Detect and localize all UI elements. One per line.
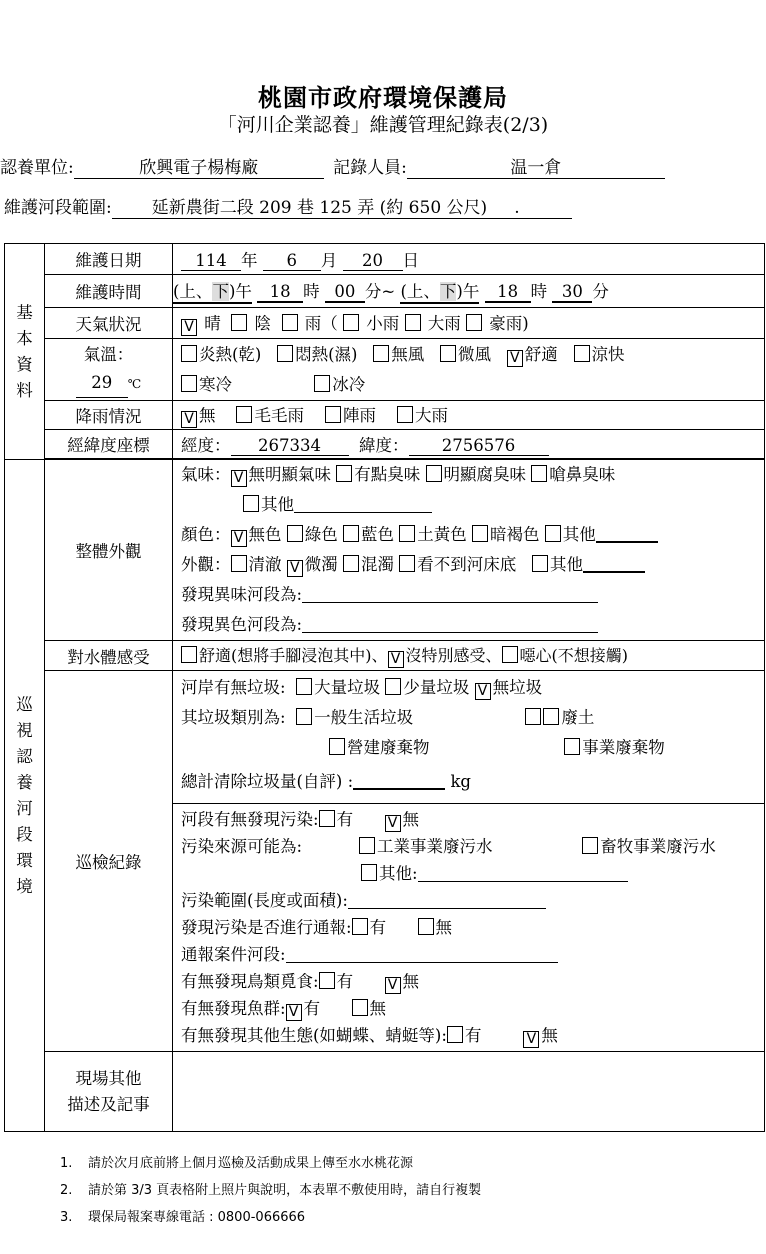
smell-rotten: 明顯腐臭味 (443, 465, 526, 484)
garbage-none-checkbox[interactable]: V (475, 683, 491, 700)
bird-question: 有無發現鳥類覓食: (181, 972, 319, 991)
temp-row-1 (181, 340, 764, 370)
source-other-checkbox[interactable] (361, 864, 377, 881)
weather-rain: 雨（ (304, 314, 338, 333)
range-value (112, 193, 572, 219)
temp-cold-checkbox[interactable] (181, 375, 197, 392)
eco-row (181, 1022, 764, 1049)
temp-hot: 炎熱(乾) (199, 344, 262, 364)
smell-other: 其他 (261, 495, 294, 514)
coord-cell (173, 430, 765, 459)
color-yellow-checkbox[interactable] (399, 525, 415, 542)
source-livestock: 畜牧事業廢污水 (600, 837, 716, 856)
rain-shower-checkbox[interactable] (325, 406, 341, 423)
temp-label-cell (45, 339, 173, 401)
garbage-much: 大量垃圾 (314, 678, 381, 697)
remarks-label-text: 現場其他 描述及記事 (67, 1068, 150, 1114)
look-slight-turbid: 微濁 (304, 555, 338, 574)
weather-heavy-rain-checkbox[interactable] (405, 314, 421, 331)
feeling-neutral-checkbox[interactable]: V (388, 651, 404, 668)
look-no-bed-checkbox[interactable] (399, 555, 415, 572)
end-hour-unit: 時 (530, 282, 548, 301)
garbage-row (181, 673, 764, 703)
footnote-text: 環保局報案專線電話 : 0800-066666 (88, 1210, 306, 1225)
pollution-yes-checkbox[interactable] (319, 810, 335, 827)
garbage-question: 河岸有無垃圾: (181, 678, 286, 697)
adopter-row (0, 153, 665, 179)
notify-no: 無 (435, 918, 453, 937)
min-unit: 分~ (364, 282, 396, 301)
pollution-yes: 有 (336, 810, 354, 829)
color-green: 綠色 (304, 525, 338, 544)
feeling-comfort: 舒適(想將手腳浸泡其中)、 (199, 646, 388, 665)
scope-row (181, 887, 764, 914)
temp-cold: 寒冷 (199, 374, 232, 394)
look-no-bed: 看不到河床底 (417, 555, 517, 574)
smell-slight: 有點臭味 (354, 465, 421, 484)
time-end-ampm[interactable]: (上、下)午 (400, 278, 479, 304)
temp-comfortable-checkbox[interactable]: V (507, 350, 523, 367)
fish-yes-checkbox[interactable]: V (286, 1004, 302, 1021)
color-none: 無色 (248, 525, 282, 544)
garbage-type-question: 其垃圾類別為: (181, 708, 286, 727)
color-green-checkbox[interactable] (287, 525, 303, 542)
notify-case-row (181, 941, 764, 968)
feeling-disgust-checkbox[interactable] (502, 646, 518, 663)
footnote-2 (60, 1177, 481, 1204)
source-row (181, 833, 764, 860)
footnote-3 (60, 1204, 481, 1231)
rain-heavy: 大雨 (414, 406, 448, 425)
garbage-type-row-2 (181, 733, 764, 763)
remarks-label (45, 1052, 173, 1132)
fish-row (181, 995, 764, 1022)
inspection-label: 巡檢紀錄 (45, 671, 173, 1052)
temp-options-cell (173, 339, 765, 401)
odd-smell-row (181, 580, 764, 610)
color-other-checkbox[interactable] (545, 525, 561, 542)
time-start-ampm[interactable]: (上、下)午 (173, 278, 252, 304)
temp-breeze: 微風 (458, 344, 491, 364)
bird-yes: 有 (336, 972, 354, 991)
section-patrol-label: 巡 視 認 養 河 段 環 境 (16, 694, 33, 896)
date-day[interactable]: 20 (343, 251, 403, 271)
source-livestock-checkbox[interactable] (582, 837, 598, 854)
temp-humid-checkbox[interactable] (277, 345, 293, 362)
feeling-disgust: 噁心(不想接觸) (519, 646, 629, 665)
temp-hot-checkbox[interactable] (181, 345, 197, 362)
type-business-checkbox[interactable] (564, 738, 580, 755)
weather-label: 天氣狀況 (45, 308, 173, 339)
rain-heavy-checkbox[interactable] (397, 406, 413, 423)
look-turbid-checkbox[interactable] (343, 555, 359, 572)
notify-question: 發現污染是否進行通報: (181, 918, 352, 937)
type-soil-checkbox-a[interactable] (525, 708, 541, 725)
lon-label: 經度： (181, 436, 231, 455)
rain-none: 無 (199, 406, 216, 425)
temp-value[interactable]: 29 (76, 369, 128, 398)
garbage-block (173, 671, 764, 804)
color-none-checkbox[interactable]: V (231, 530, 247, 547)
type-soil: 廢土 (561, 708, 595, 727)
weather-heavy-rain: 大雨 (427, 314, 461, 333)
color-yellow: 土黃色 (417, 525, 467, 544)
odd-color-blank[interactable] (302, 632, 598, 633)
fish-no-checkbox[interactable] (352, 999, 368, 1016)
pollution-no-checkbox[interactable]: V (385, 815, 401, 832)
pollution-row (181, 806, 764, 833)
color-label: 顏色： (181, 525, 231, 544)
year-unit: 年 (241, 251, 258, 270)
source-other-blank[interactable] (418, 881, 628, 882)
type-construction: 營建廢棄物 (347, 738, 430, 757)
section-basic-label: 基 本 資 料 (16, 302, 33, 400)
look-other-checkbox[interactable] (532, 555, 548, 572)
color-brown: 暗褐色 (490, 525, 540, 544)
look-turbid: 混濁 (361, 555, 394, 574)
temp-unit: ℃ (127, 377, 142, 391)
smell-label: 氣味： (181, 465, 231, 484)
footnote-text: 請於次月底前將上個月巡檢及活動成果上傳至水水桃花源 (88, 1156, 414, 1171)
color-other: 其他 (562, 525, 596, 544)
temp-value-row (45, 369, 172, 398)
bird-yes-checkbox[interactable] (319, 972, 335, 989)
section-basic (5, 244, 45, 460)
coord-label: 經緯度座標 (45, 430, 173, 459)
notify-no-checkbox[interactable] (418, 918, 434, 935)
temp-no-wind: 無風 (391, 344, 425, 364)
scope-blank[interactable] (348, 908, 546, 909)
recorder-label: 記錄人員: (333, 158, 407, 178)
type-household-checkbox[interactable] (296, 708, 312, 725)
eco-yes-checkbox[interactable] (447, 1026, 463, 1043)
smell-pungent: 嗆鼻臭味 (549, 465, 616, 484)
eco-no-checkbox[interactable]: V (523, 1031, 539, 1048)
document-title: 桃園市政府環境保護局 (258, 83, 508, 112)
scope-label: 污染範圍(長度或面積): (181, 891, 348, 910)
garbage-little: 少量垃圾 (403, 678, 470, 697)
weather-sunny-checkbox[interactable]: V (181, 319, 197, 336)
smell-none-checkbox[interactable]: V (231, 470, 247, 487)
adopter-label: 認養單位: (0, 158, 74, 178)
temp-breeze-checkbox[interactable] (440, 345, 456, 362)
type-construction-checkbox[interactable] (329, 738, 345, 755)
notify-yes: 有 (369, 918, 387, 937)
odd-smell-label: 發現異味河段為: (181, 585, 303, 604)
bird-no-checkbox[interactable]: V (385, 977, 401, 994)
rain-drizzle: 毛毛雨 (254, 406, 304, 425)
date-cell (173, 244, 765, 275)
footnote-text: 請於第 3/3 頁表格附上照片與說明，本表單不敷使用時，請自行複製 (88, 1183, 482, 1198)
type-household: 一般生活垃圾 (314, 708, 414, 727)
pollution-no: 無 (402, 810, 420, 829)
adopter-value: 欣興電子楊梅廠 (74, 153, 324, 179)
time-end-hour[interactable]: 18 (485, 282, 531, 303)
smell-other-checkbox[interactable] (243, 495, 259, 512)
pollution-question: 河段有無發現污染: (181, 810, 319, 829)
source-question: 污染來源可能為: (181, 837, 303, 856)
eco-no: 無 (541, 1026, 558, 1045)
smell-other-row (181, 490, 764, 520)
weather-cell (173, 308, 765, 339)
notify-case-blank[interactable] (286, 962, 558, 963)
color-blue-checkbox[interactable] (343, 525, 359, 542)
odd-color-label: 發現異色河段為: (181, 615, 303, 634)
overall-cell (173, 460, 765, 641)
fish-no: 無 (369, 999, 387, 1018)
time-start-hour[interactable]: 18 (257, 282, 303, 303)
eco-yes: 有 (464, 1026, 482, 1045)
source-other-row (181, 860, 764, 887)
inspection-cell (173, 671, 765, 1052)
smell-slight-checkbox[interactable] (336, 465, 352, 482)
section-patrol (5, 460, 45, 1132)
fish-question: 有無發現魚群: (181, 999, 286, 1018)
eco-question: 有無發現其他生態(如蝴蝶、蜻蜓等): (181, 1026, 447, 1045)
rain-none-checkbox[interactable]: V (181, 411, 197, 428)
temp-row-2 (181, 370, 764, 400)
recorder-value: 温一倉 (407, 153, 665, 179)
weather-torrential: 豪雨) (489, 314, 529, 333)
total-label: 總計清除垃圾量(自評) : (181, 772, 354, 791)
hour-unit: 時 (303, 282, 320, 301)
pollution-block (173, 804, 764, 1051)
rain-shower: 陣雨 (342, 406, 376, 425)
range-label: 維護河段範圍: (4, 198, 112, 218)
record-table (4, 243, 765, 1132)
weather-cloudy: 陰 (254, 314, 271, 333)
range-value-text: 延新農街二段 209 巷 125 弄 (約 650 公尺) (151, 198, 488, 218)
overall-label: 整體外觀 (45, 460, 173, 641)
lat-value[interactable]: 2756576 (409, 436, 549, 456)
end-min-unit: 分 (592, 282, 609, 301)
rain-cell (173, 401, 765, 430)
date-month[interactable]: 6 (263, 251, 321, 271)
smell-row (181, 460, 764, 490)
document-subtitle: 「河川企業認養」維護管理紀錄表(2/3) (217, 114, 549, 136)
odd-color-row (181, 610, 764, 640)
footnote-number: 2. (60, 1183, 73, 1198)
temp-label: 氣溫： (83, 345, 134, 364)
remarks-area[interactable] (173, 1052, 765, 1132)
color-other-blank[interactable] (596, 541, 658, 543)
garbage-much-checkbox[interactable] (296, 678, 312, 695)
smell-other-blank[interactable] (294, 512, 432, 513)
garbage-none: 無垃圾 (492, 678, 543, 697)
notify-yes-checkbox[interactable] (352, 918, 368, 935)
footnotes (60, 1150, 481, 1231)
odd-smell-blank[interactable] (302, 602, 598, 603)
total-unit: kg (450, 772, 471, 791)
type-business: 事業廢棄物 (582, 738, 665, 757)
fish-yes: 有 (303, 999, 321, 1018)
time-end-min[interactable]: 30 (552, 282, 592, 303)
lon-value[interactable]: 267334 (231, 436, 349, 456)
footnote-number: 3. (60, 1210, 73, 1225)
temp-comfortable: 舒適 (524, 344, 558, 364)
color-blue: 藍色 (361, 525, 394, 544)
time-cell (173, 275, 765, 308)
date-label: 維護日期 (45, 244, 173, 275)
look-row (181, 550, 764, 580)
type-soil-checkbox-b[interactable] (543, 708, 559, 725)
weather-light-rain: 小雨 (366, 314, 400, 333)
range-end: . (514, 198, 520, 218)
month-unit: 月 (320, 251, 338, 270)
total-blank[interactable] (353, 788, 445, 790)
look-clear: 清澈 (248, 555, 282, 574)
look-other: 其他 (550, 555, 583, 574)
weather-light-rain-checkbox[interactable] (343, 314, 359, 331)
feeling-label: 對水體感受 (45, 641, 173, 671)
feeling-cell (173, 641, 765, 671)
time-label: 維護時間 (45, 275, 173, 308)
footnote-1 (60, 1150, 481, 1177)
rain-drizzle-checkbox[interactable] (236, 406, 252, 423)
notify-case-label: 通報案件河段: (181, 945, 286, 964)
date-year[interactable]: 114 (181, 251, 241, 271)
time-start-min[interactable]: 00 (325, 282, 365, 303)
smell-none: 無明顯氣味 (248, 465, 331, 484)
feeling-neutral: 沒特別感受、 (405, 646, 502, 665)
day-unit: 日 (402, 251, 419, 270)
weather-cloudy-checkbox[interactable] (231, 314, 247, 331)
color-row (181, 520, 764, 550)
look-label: 外觀： (181, 555, 231, 574)
notify-row (181, 914, 764, 941)
temp-humid: 悶熱(濕) (295, 344, 358, 364)
lat-label: 緯度： (359, 436, 409, 455)
temp-no-wind-checkbox[interactable] (373, 345, 389, 362)
rain-label: 降雨情況 (45, 401, 173, 430)
source-industrial-checkbox[interactable] (359, 837, 375, 854)
feeling-comfort-checkbox[interactable] (181, 646, 197, 663)
smell-pungent-checkbox[interactable] (531, 465, 547, 482)
color-brown-checkbox[interactable] (472, 525, 488, 542)
footnote-number: 1. (60, 1156, 73, 1171)
temp-freezing-checkbox[interactable] (314, 375, 330, 392)
look-clear-checkbox[interactable] (231, 555, 247, 572)
smell-rotten-checkbox[interactable] (426, 465, 442, 482)
weather-sunny: 晴 (204, 314, 221, 333)
bird-no: 無 (402, 972, 420, 991)
source-industrial: 工業事業廢污水 (377, 837, 493, 856)
garbage-type-row (181, 703, 764, 733)
look-slight-turbid-checkbox[interactable]: V (287, 560, 303, 577)
temp-cool-checkbox[interactable] (574, 345, 590, 362)
total-row (181, 767, 764, 797)
bird-row (181, 968, 764, 995)
temp-cool: 涼快 (591, 344, 625, 364)
look-other-blank[interactable] (583, 571, 645, 573)
weather-torrential-checkbox[interactable] (466, 314, 482, 331)
weather-rain-checkbox[interactable] (282, 314, 298, 331)
source-other: 其他: (379, 864, 418, 883)
range-row (4, 193, 572, 219)
temp-freezing: 冰冷 (332, 374, 366, 394)
garbage-little-checkbox[interactable] (385, 678, 401, 695)
